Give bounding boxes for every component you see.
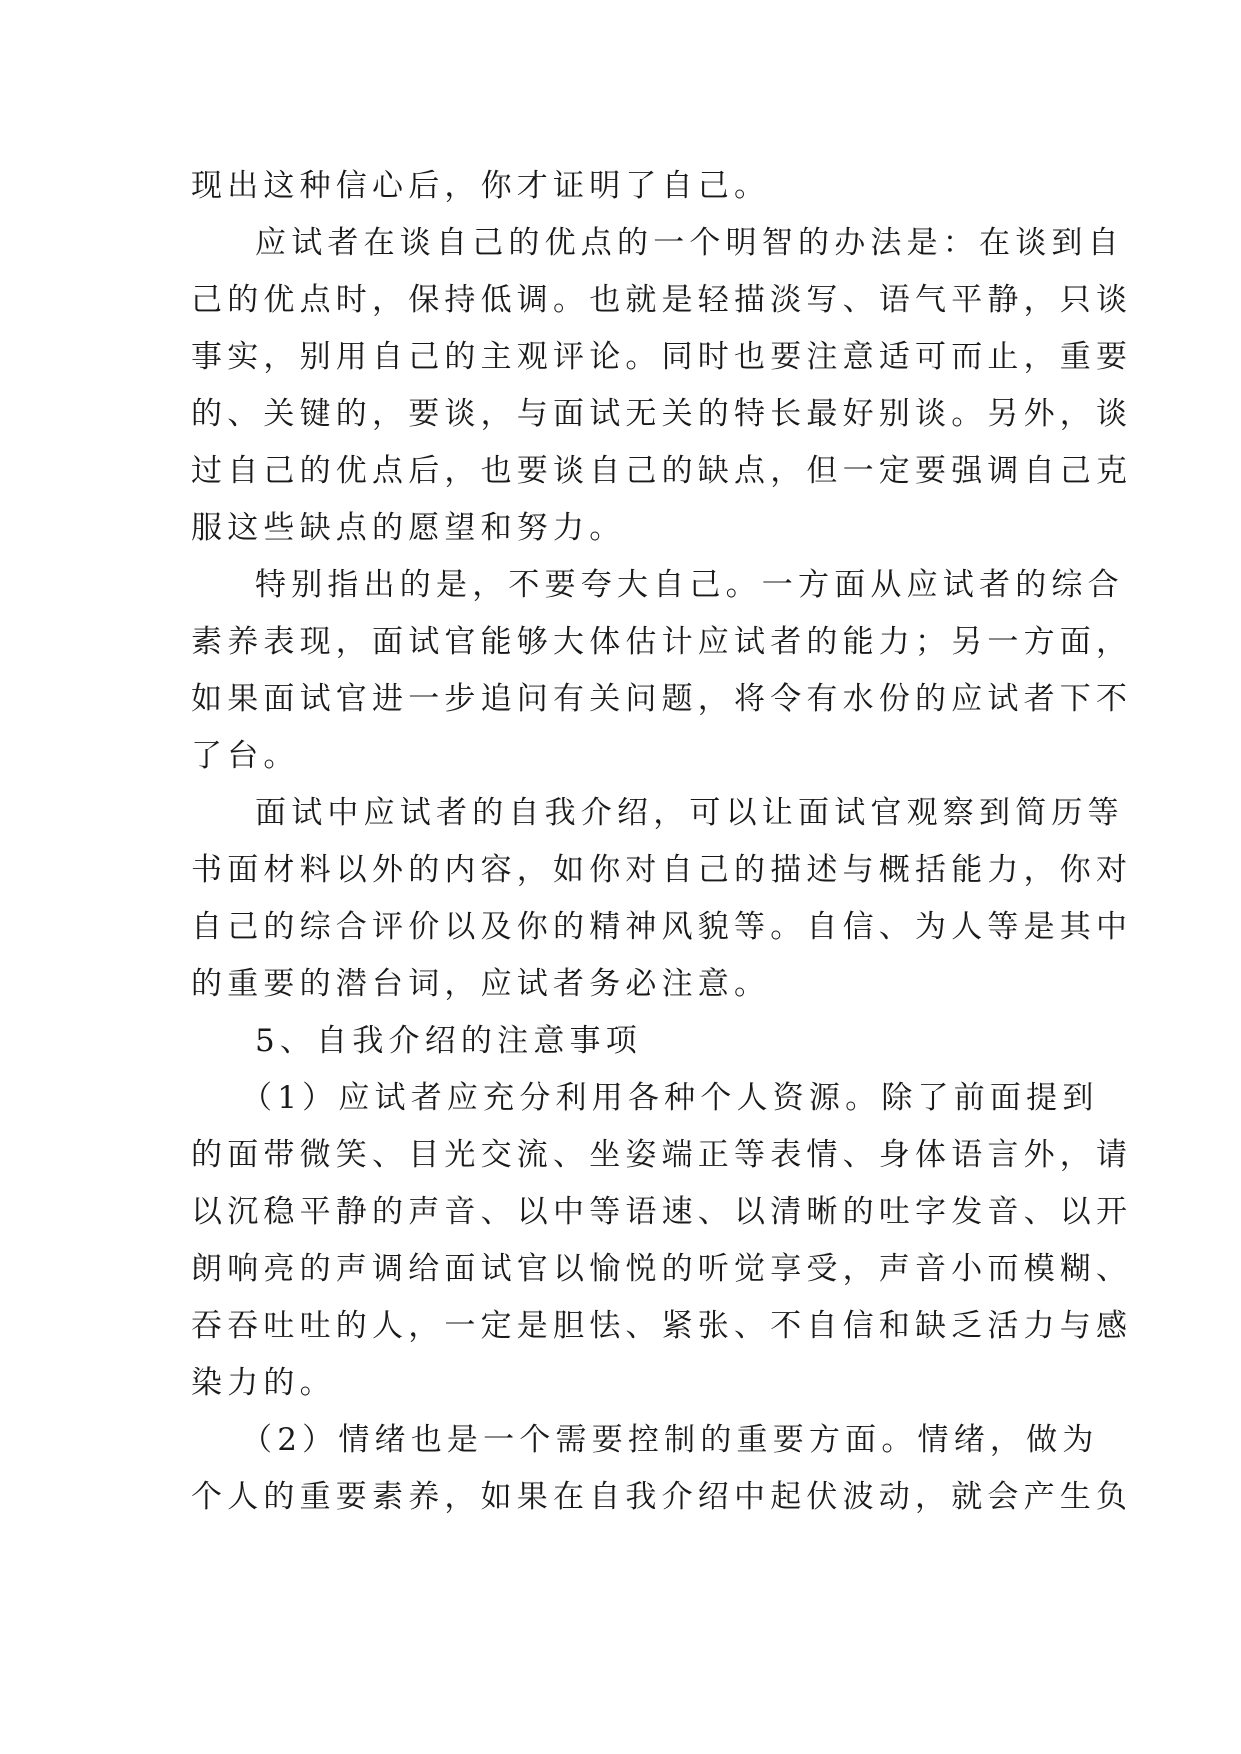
- text-line: 以沉稳平静的声音、以中等语速、以清晰的吐字发音、以开: [191, 1194, 1133, 1230]
- text-line: 书面材料以外的内容，如你对自己的描述与概括能力，你对: [191, 852, 1133, 888]
- text-line: 的面带微笑、目光交流、坐姿端正等表情、身体语言外，请: [191, 1137, 1133, 1173]
- text-line: 自己的综合评价以及你的精神风貌等。自信、为人等是其中: [191, 909, 1133, 945]
- text-line: 面试中应试者的自我介绍，可以让面试官观察到简历等: [255, 795, 1124, 831]
- document-body: [191, 158, 1133, 1526]
- text-line: 如果面试官进一步追问有关问题，将令有水份的应试者下不: [191, 681, 1133, 717]
- text-line: 过自己的优点后，也要谈自己的缺点，但一定要强调自己克: [191, 453, 1133, 489]
- text-line: 个人的重要素养，如果在自我介绍中起伏波动，就会产生负: [191, 1479, 1133, 1515]
- section-heading: 5、自我介绍的注意事项: [255, 1023, 642, 1059]
- text-line: 素养表现，面试官能够大体估计应试者的能力；另一方面，: [191, 624, 1133, 660]
- text-line: （2）情绪也是一个需要控制的重要方面。情绪，做为: [241, 1422, 1099, 1458]
- text-line: 己的优点时，保持低调。也就是轻描淡写、语气平静，只谈: [191, 282, 1133, 318]
- text-line: 了台。: [191, 738, 300, 774]
- text-line: 的重要的潜台词，应试者务必注意。: [191, 966, 771, 1002]
- text-line: 特别指出的是，不要夸大自己。一方面从应试者的综合: [255, 567, 1124, 603]
- text-line: 朗响亮的声调给面试官以愉悦的听觉享受，声音小而模糊、: [191, 1251, 1133, 1287]
- text-line: （1）应试者应充分利用各种个人资源。除了前面提到: [241, 1080, 1099, 1116]
- text-line: 服这些缺点的愿望和努力。: [191, 510, 626, 546]
- text-line: 吞吞吐吐的人，一定是胆怯、紧张、不自信和缺乏活力与感: [191, 1308, 1133, 1344]
- text-line: 事实，别用自己的主观评论。同时也要注意适可而止，重要: [191, 339, 1133, 375]
- text-line: 的、关键的，要谈，与面试无关的特长最好别谈。另外，谈: [191, 396, 1133, 432]
- text-line: 应试者在谈自己的优点的一个明智的办法是：在谈到自: [255, 225, 1124, 261]
- text-line: 现出这种信心后，你才证明了自己。: [191, 168, 771, 204]
- text-line: 染力的。: [191, 1365, 336, 1401]
